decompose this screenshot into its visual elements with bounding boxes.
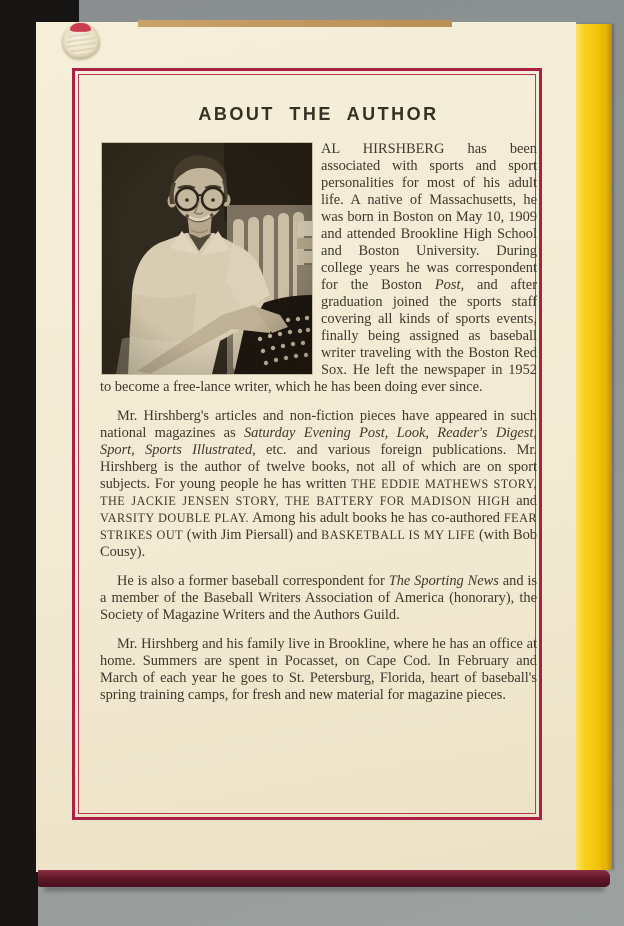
author-photo-illustration — [102, 143, 312, 374]
author-bio-text — [100, 141, 537, 704]
decorative-red-border — [72, 68, 542, 820]
jacket-content — [100, 71, 537, 716]
bio-paragraph-3: He is also a former baseball correspondent for The Sporting News and is a member of the Baseball Writers Association of America (honorary), the Society of Magazine Writers and the Authors Guild. — [100, 573, 538, 623]
black-board-edge — [0, 0, 38, 926]
bio-paragraph-2: Mr. Hirshberg's articles and non-fiction pieces have appeared in such national magazines as Saturday Evening Post, Look, Reader's Digest, Sport, Sports Illustrated, etc. and various foreign publications. Mr. Hirshberg is the author of twelve books, not all of which are on sport subjects. For young people he has written THE EDDIE MATHEWS STORY, THE JACKIE JENSEN STORY, THE BATTERY FOR MADISON HIGH and VARSITY DOUBLE PLAY. Among his adult books he has co-authored FEAR STRIKES OUT (with Jim Piersall) and BASKETBALL IS MY LIFE (with Bob Cousy). — [100, 408, 537, 560]
bio-paragraph-1: AL HIRSHBERG has been associated with sports and sport personalities for most of his adult life. A native of Massachusetts, he was born in Boston on May 10, 1909 and attended Brookline High School and Boston University. During college years he was correspondent for the Boston Post, and after graduation joined the sports staff covering all kinds of sports events, finally being assigned as baseball writer traveling with the Boston Red Sox. He left the newspaper in 1952 to become a free-lance writer, which he has been doing ever since. — [100, 141, 537, 395]
dust-jacket-back — [36, 22, 576, 872]
price-sticker — [62, 23, 100, 59]
book — [36, 22, 612, 888]
board-top-edge-sliver — [138, 20, 452, 27]
author-photo — [102, 143, 312, 374]
bio-paragraph-4: Mr. Hirshberg and his family live in Brookline, where he has an office at home. Summers are spent in Pocasset, on Cape Cod. In February and March of each year he goes to St. Petersburg, Florida, heart of baseball's spring training camps, for fresh and new material for magazine pieces. — [100, 636, 537, 703]
page-title: ABOUT THE AUTHOR — [198, 104, 439, 124]
book-bottom-board-edge — [38, 870, 610, 887]
jacket-spine-fold-yellow — [576, 24, 612, 870]
